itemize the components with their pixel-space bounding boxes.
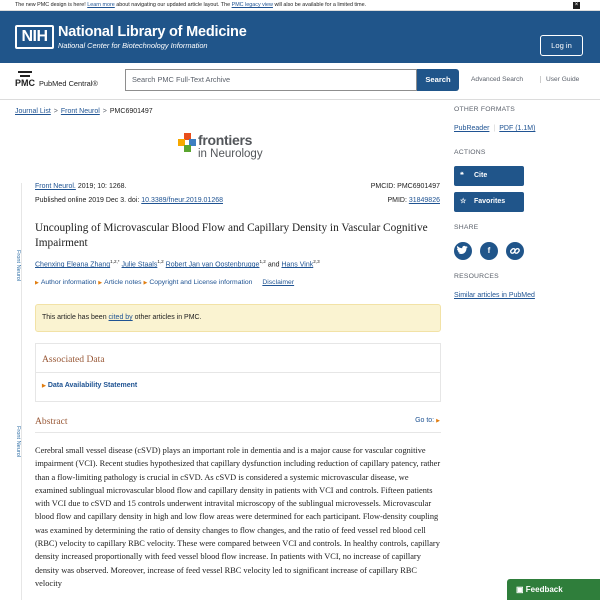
notice-suffix: other articles in PMC. [134,314,202,321]
citation-line [35,183,126,190]
favorites-label: Favorites [474,198,506,205]
citation-volume: 2019; 10: 1268. [77,183,127,190]
breadcrumb-journal-list[interactable]: Journal List [15,108,51,115]
data-availability-toggle[interactable] [42,382,137,389]
author-affiliation: 2,3 [313,259,320,264]
expand-triangle-icon: ▶ [42,383,46,389]
format-links [454,125,535,132]
divider [35,432,441,433]
nih-logo[interactable]: NIH [15,25,54,49]
cite-button[interactable] [454,166,524,186]
close-banner-icon[interactable]: × [574,2,579,8]
article-info-links [35,279,294,286]
associated-data-heading: Associated Data [42,354,105,365]
expand-triangle-icon: ▶ [143,280,148,286]
expand-triangle-icon: ▶ [98,280,103,286]
doi-link[interactable]: 10.3389/fneur.2019.01268 [141,197,223,204]
journal-logo-line2: in Neurology [198,148,263,160]
banner-suffix: will also be available for a limited time. [274,2,367,8]
star-icon: ☆ [460,198,467,205]
cited-by-link[interactable]: cited by [108,314,133,321]
notice-prefix: This article has been [42,314,107,321]
associated-data-panel [35,343,441,402]
pmid-link[interactable]: 31849826 [408,197,440,204]
abstract-heading: Abstract [35,416,68,427]
data-availability-label: Data Availability Statement [47,382,138,389]
twitter-icon[interactable] [454,242,472,260]
pdf-link[interactable]: PDF (1.1M) [499,125,536,132]
journal-link[interactable]: Front Neurol. [35,183,76,190]
share-heading: SHARE [454,224,479,231]
login-button[interactable]: Log in [540,35,583,56]
cite-label: Cite [474,172,488,179]
breadcrumb-front-neurol[interactable]: Front Neurol [60,108,100,115]
article-title: Uncoupling of Microvascular Blood Flow and Capillary Density in Vascular Cognitive Impairment [35,222,428,249]
announcement-banner [0,0,600,11]
pmc-logo-text: PMC [15,78,35,88]
author-list [35,259,445,268]
search-input[interactable]: Search PMC Full-Text Archive [125,69,417,91]
author-and: and [267,261,280,269]
breadcrumb [15,108,153,115]
chat-icon: ▣ [516,585,524,594]
goto-triangle-icon: ▶ [436,418,440,424]
author-link[interactable]: Julie Staals [121,261,158,269]
breadcrumb-current: PMC6901497 [109,108,153,115]
ncbi-subtitle: National Center for Biotechnology Information [58,41,208,50]
similar-articles-link[interactable]: Similar articles in PubMed [454,292,535,299]
disclaimer-link[interactable]: Disclaimer [262,279,295,286]
journal-logo[interactable] [178,131,288,167]
legacy-view-link[interactable]: PMC legacy view [231,2,273,8]
author-affiliation: 1,2 [157,259,164,264]
feedback-button[interactable] [507,579,600,600]
separator: | [493,125,496,132]
actions-heading: ACTIONS [454,149,486,156]
learn-more-link[interactable]: Learn more [87,2,115,8]
published-line [35,197,223,204]
author-affiliation: 1,2 [259,259,266,264]
article-notes-toggle[interactable]: Article notes [104,279,142,286]
pmid-line [387,197,440,204]
banner-prefix: The new PMC design is here! [15,2,86,8]
advanced-search-link[interactable]: Advanced Search [471,76,524,83]
nlm-header [0,11,600,63]
side-journal-label: Front Neurol [15,250,21,282]
pmcid: PMCID: PMC6901497 [370,183,440,190]
author-affiliation: 1,2,* [110,259,120,264]
abstract-text: Cerebral small vessel disease (cSVD) plays an important role in dementia and is a major cause for vascular cognitive impairment (VCI). Recent studies hypothesized that capillary dysfunction including reduction of capillary patency, rather than a flow-limiting pathology is crucial in cSVD. As cSVD is considered a systemic microvascular disease, we examined sublingual microvascular blood flow and capillary density in patients with VCI and controls. Fifteen patients with VCI due to cSVD and 15 controls underwent intravital microscopy of the sublingual microvessels. Microvascular blood flow and capillary density in high and low flow areas were determined for each participant. Flow-density coupling was examined by determining the ratio of density changes to flow changes, and the ratio of feed vessel red blood cell (RBC) velocity to capillary RBC velocity. These were compared between VCI and controls. In healthy controls, capillary density increased proportionally with feed vessel blood flow increase. In patients with VCI, no increase of capillary density was observed. Moreover, increase of feed vessel RBC velocity led to significant increase of capillary RBC velocity [35,446,441,588]
pmc-logo[interactable] [15,71,123,93]
pmc-name: PubMed Central® [39,79,98,88]
favorites-button[interactable] [454,192,524,212]
goto-menu[interactable] [415,417,440,424]
link-icon[interactable] [506,242,524,260]
breadcrumb-separator: > [53,108,58,115]
other-formats-heading: OTHER FORMATS [454,106,516,113]
feedback-label: Feedback [525,585,563,594]
author-link[interactable]: Chenxing Eleana Zhang [35,261,111,269]
divider [36,372,440,373]
expand-triangle-icon: ▶ [35,280,39,286]
breadcrumb-separator: > [102,108,107,115]
author-link[interactable]: Robert Jan van Oostenbrugge [165,261,260,269]
author-link[interactable]: Hans Vink [281,261,314,269]
copyright-toggle[interactable]: Copyright and License information [149,279,253,286]
search-button[interactable]: Search [417,69,459,91]
journal-logo-line1: frontiers [198,132,253,148]
cited-by-notice [35,304,441,332]
facebook-icon[interactable]: f [480,242,498,260]
goto-label: Go to: [415,417,435,424]
pmid-label: PMID: [387,197,407,204]
frontiers-mark-icon [178,133,196,153]
banner-middle: about navigating our updated article layout. The [116,2,231,8]
user-guide-link[interactable]: User Guide [540,76,579,83]
article-side-rule [21,183,22,600]
resources-heading: RESOURCES [454,273,499,280]
quote-icon: ❝ [460,172,464,179]
published-prefix: Published online 2019 Dec 3. doi: [35,197,140,204]
pubreader-link[interactable]: PubReader [454,125,490,132]
side-journal-label: Front Neurol [15,426,21,458]
pmc-search-bar [0,63,600,100]
author-information-toggle[interactable]: Author information [40,279,97,286]
nlm-title[interactable]: National Library of Medicine [58,24,247,40]
